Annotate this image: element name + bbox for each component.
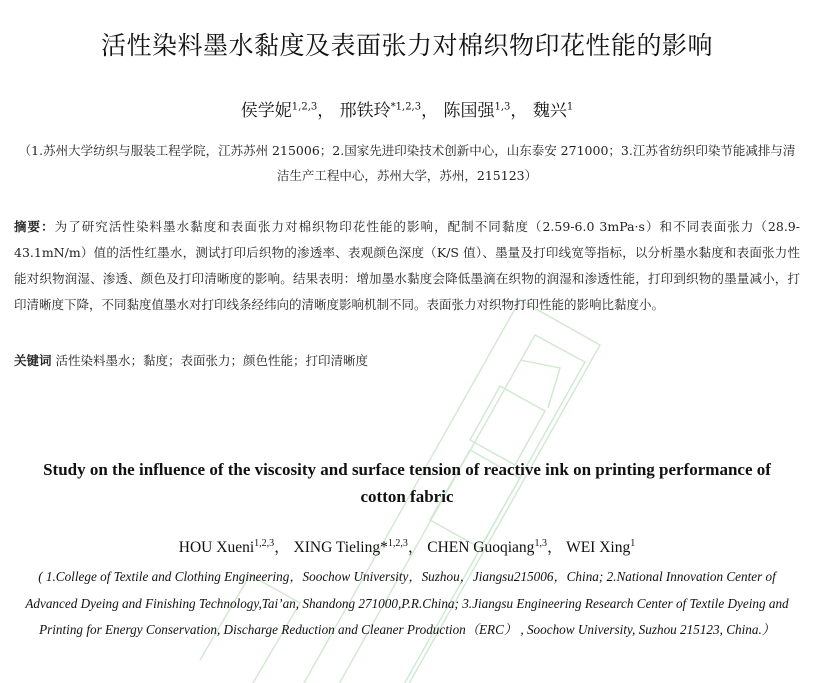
author-affiliation-marker: 1,2,3 <box>387 537 408 549</box>
keywords-text: 活性染料墨水；黏度；表面张力；颜色性能；打印清晰度 <box>55 353 369 368</box>
chinese-abstract <box>14 214 800 318</box>
author-affiliation-marker: 1,3 <box>494 101 511 113</box>
author-separator: ， <box>546 539 563 556</box>
author-separator: ， <box>407 539 424 556</box>
author-name: 魏兴 <box>532 101 567 121</box>
chinese-affiliations: （1.苏州大学纺织与服装工程学院，江苏苏州 215006；2.国家先进印染技术创新中心，山东泰安 271000；3.江苏省纺织印染节能减排与清洁生产工程中心，苏州大学，苏州，215123） <box>18 143 796 183</box>
author-name: 陈国强 <box>443 101 495 121</box>
english-title: Study on the influence of the viscosity and surface tension of reactive ink on printing performance of cotton fabric <box>43 460 771 506</box>
author-name: 邢铁玲 <box>339 101 391 121</box>
author-name: 侯学妮 <box>240 101 292 121</box>
author-affiliation-marker: 1 <box>630 537 636 549</box>
author-name: WEI Xing <box>566 539 631 556</box>
abstract-label: 摘要： <box>14 219 55 234</box>
english-affiliations: ( 1.College of Textile and Clothing Engineering，Soochow University，Suzhou，Jiangsu215006，China; 2.National Innovation Center of Advanced Dyeing and Finishing Technology,Tai’an, Shandong 271000,P.R.China; 3.Jiangsu Engineering Research Center of Textile Dyeing and Printing for Energy Conservation, Discharge Reduction and Cleaner Production（ERC） , Soochow University, Suzhou 215123, China.） <box>25 569 789 637</box>
abstract-text: 为了研究活性染料墨水黏度和表面张力对棉织物印花性能的影响，配制不同黏度（2.59-6.0 3mPa·s）和不同表面张力（28.9-43.1mN/m）值的活性红墨水，测试打印后织物的渗透率、表观颜色深度（K/S 值）、墨量及打印线宽等指标，以分析墨水黏度和表面张力性能对织物润湿、渗透、颜色及打印清晰度的影响。结果表明：增加墨水黏度会降低墨滴在织物的润湿和渗透性能，打印到织物的墨量减小，打印清晰度下降，不同黏度值墨水对打印线条经纬向的清晰度影响机制不同。表面张力对织物打印性能的影响比黏度小。 <box>14 219 800 312</box>
keywords-label: 关键词 <box>14 353 52 368</box>
chinese-keywords <box>14 348 800 374</box>
author-separator: ， <box>421 101 439 121</box>
author-separator: ， <box>317 101 335 121</box>
chinese-title: 活性染料墨水黏度及表面张力对棉织物印花性能的影响 <box>100 31 713 60</box>
author-affiliation-marker: 1,2,3 <box>254 537 275 549</box>
author-affiliation-marker: 1,3 <box>534 537 547 549</box>
author-name: XING Tieling* <box>293 539 388 556</box>
chinese-author-list <box>0 96 814 121</box>
english-author-list <box>0 535 814 557</box>
author-affiliation-marker: 1,2,3 <box>291 101 318 113</box>
author-separator: ， <box>510 101 528 121</box>
author-name: HOU Xueni <box>178 539 255 556</box>
author-name: CHEN Guoqiang <box>427 539 535 556</box>
author-affiliation-marker: 1 <box>566 101 574 113</box>
author-separator: ， <box>274 539 290 556</box>
author-affiliation-marker: *1,2,3 <box>390 101 422 113</box>
